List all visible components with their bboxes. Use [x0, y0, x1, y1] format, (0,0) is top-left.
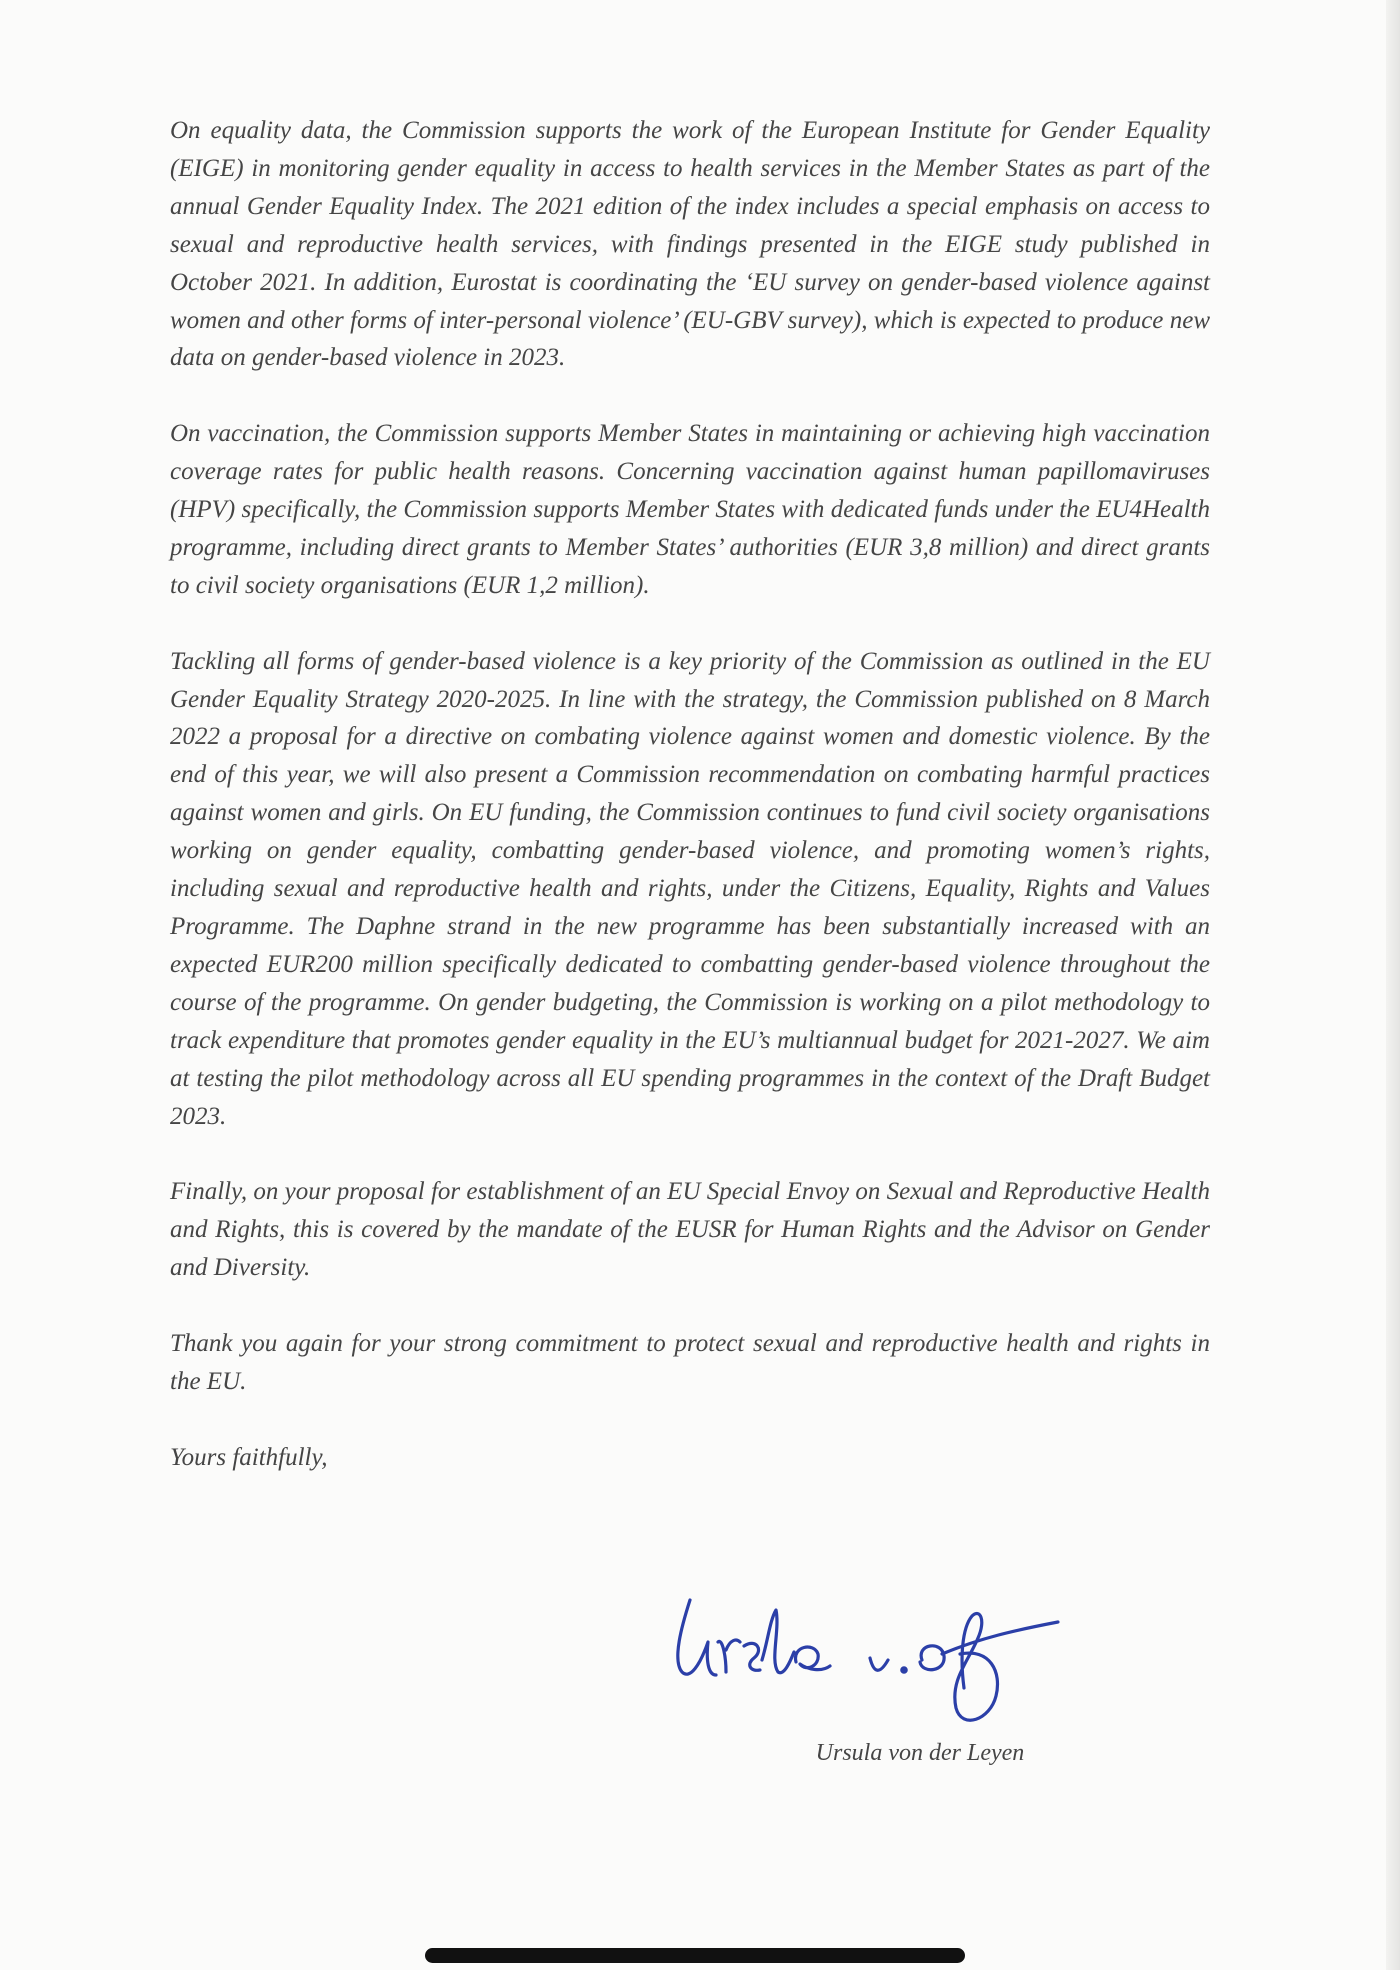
- paragraph-special-envoy: Finally, on your proposal for establishment of an EU Special Envoy on Sexual and Reproductive Health and Rights, this is covered by the mandate of the EUSR for Human Rights and the Advisor on Gender and Diversity.: [170, 1178, 1210, 1282]
- signatory-name: Ursula von der Leyen: [815, 1740, 1025, 1766]
- paragraph-equality-data: On equality data, the Commission supports the work of the European Institute for Gender Equality (EIGE) in monitoring gender equality in access to health services in the Member States as part of the annual Gender Equality Index. The 2021 edition of the index includes a special emphasis on access to sexual and reproductive health services, with findings presented in the EIGE study published in October 2021. In addition, Eurostat is coordinating the ‘EU survey on gender-based violence against women and other forms of inter-personal violence’ (EU-GBV survey), which is expected to produce new data on gender-based violence in 2023.: [170, 117, 1210, 372]
- home-indicator-bar[interactable]: [425, 1948, 965, 1963]
- paragraph-vaccination: On vaccination, the Commission supports Member States in maintaining or achieving high vaccination coverage rates for public health reasons. Concerning vaccination against human papillomaviruses (HPV) specifically, the Commission supports Member States with dedicated funds under the EU4Health programme, including direct grants to Member States’ authorities (EUR 3,8 million) and direct grants to civil society organisations (EUR 1,2 million).: [170, 420, 1210, 599]
- letter-body: [170, 112, 1210, 1514]
- handwritten-signature: [660, 1580, 1160, 1730]
- paragraph-thanks: Thank you again for your strong commitment to protect sexual and reproductive health and rights in the EU.: [170, 1329, 1210, 1395]
- paragraph-gender-based-violence: Tackling all forms of gender-based violence is a key priority of the Commission as outlined in the EU Gender Equality Strategy 2020-2025. In line with the strategy, the Commission published on 8 March 2022 a proposal for a directive on combating violence against women and domestic violence. By the end of this year, we will also present a Commission recommendation on combating harmful practices against women and girls. On EU funding, the Commission continues to fund civil society organisations working on gender equality, combatting gender-based violence, and promoting women’s rights, including sexual and reproductive health and rights, under the Citizens, Equality, Rights and Values Programme. The Daphne strand in the new programme has been substantially increased with an expected EUR200 million specifically dedicated to combatting gender-based violence throughout the course of the programme. On gender budgeting, the Commission is working on a pilot methodology to track expenditure that promotes gender equality in the EU’s multiannual budget for 2021-2027. We aim at testing the pilot methodology across all EU spending programmes in the context of the Draft Budget 2023.: [170, 647, 1210, 1130]
- page-edge-shadow: [1386, 0, 1400, 1970]
- closing-salutation: Yours faithfully,: [170, 1443, 328, 1471]
